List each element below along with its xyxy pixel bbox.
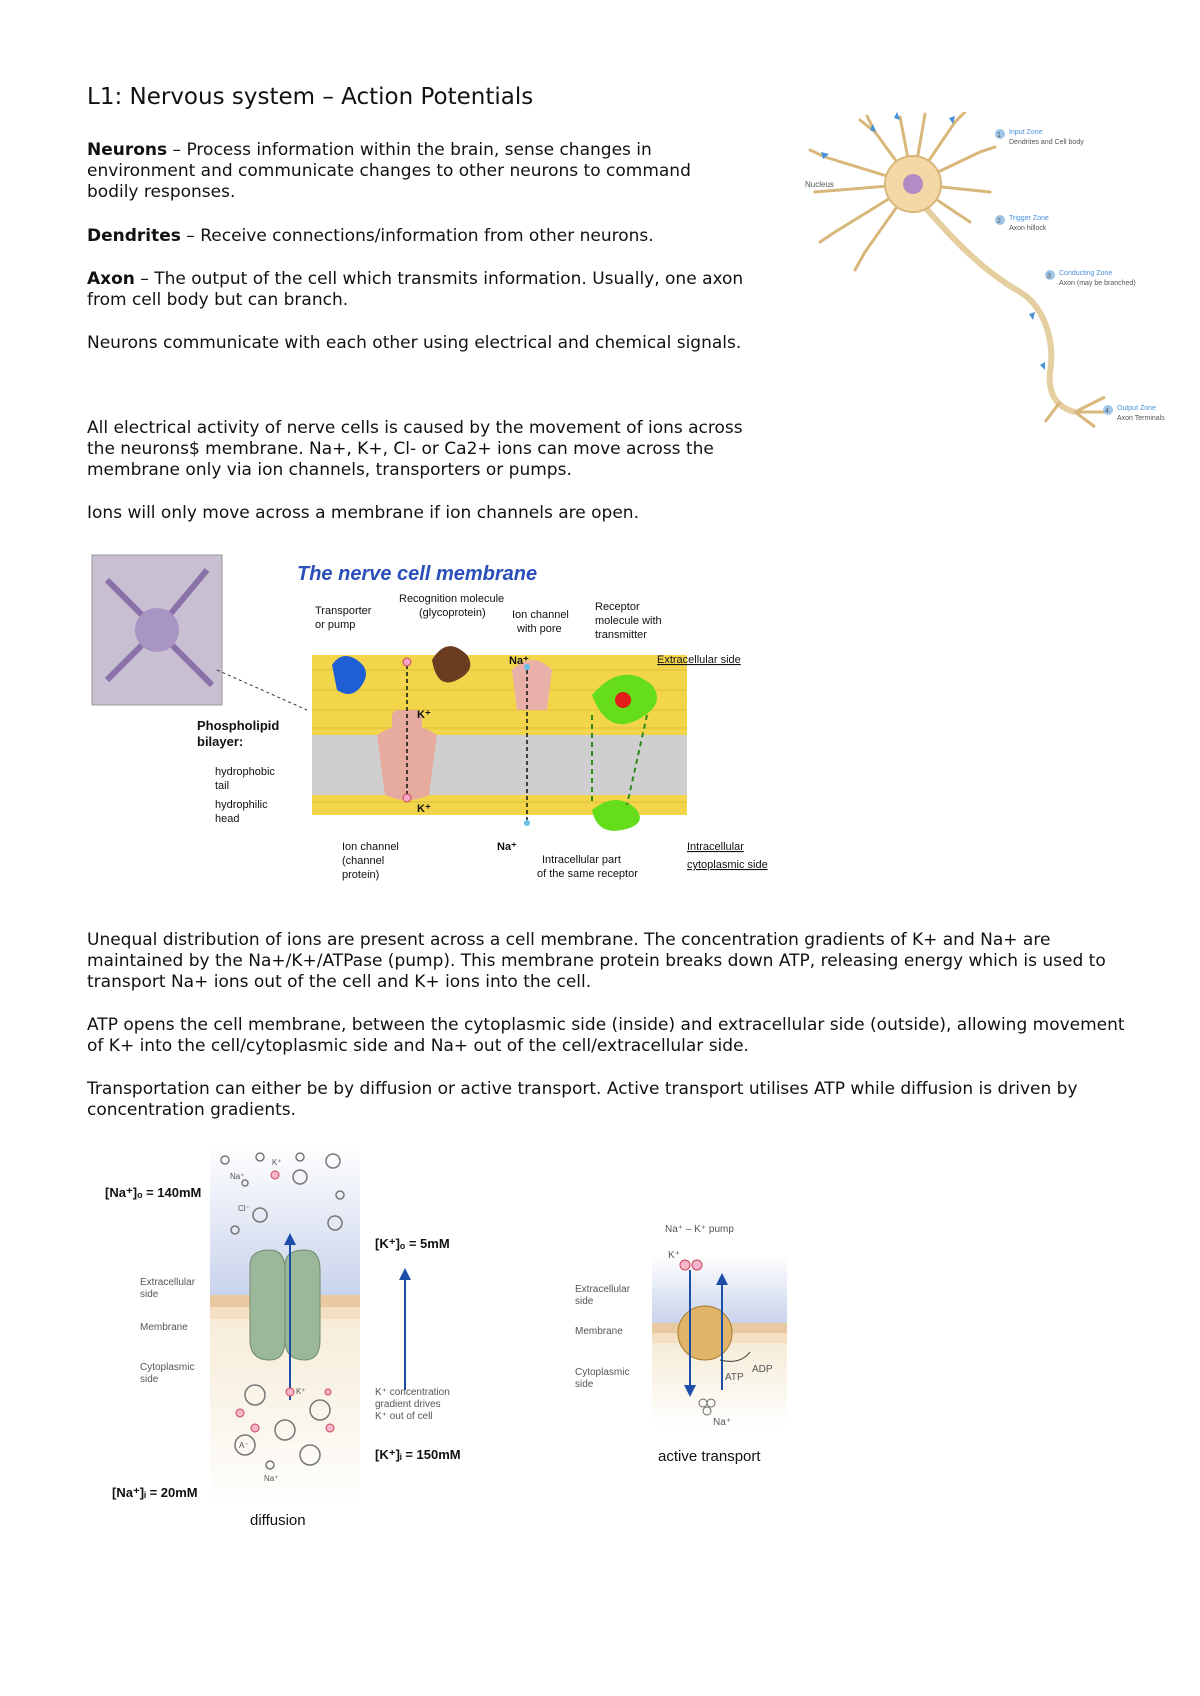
concentration-k-out: [K⁺]ₒ = 5mM <box>375 1236 450 1251</box>
label-intracellular-part-1: Intracellular part <box>542 854 621 866</box>
label-extracellular: Extracellular side <box>657 654 741 666</box>
neuron-nucleus-label: Nucleus <box>805 180 834 189</box>
paragraph-dendrites <box>87 226 747 247</box>
label-ion-channel-2: (channel <box>342 855 385 867</box>
diffusion-extracellular-1: Extracellular <box>140 1277 196 1288</box>
zone-conducting-name: Conducting Zone <box>1059 270 1113 277</box>
label-transporter-2: or pump <box>315 619 356 631</box>
zone-number: 3 <box>1047 273 1051 280</box>
label-phospholipid-2: bilayer: <box>197 734 244 749</box>
paragraph-transport: Transportation can either be by diffusion or active transport. Active transport utilises ATP while diffusion is driven by concentration gradients. <box>87 1079 1078 1120</box>
label-ion-channel-3: protein) <box>342 869 380 881</box>
active-adp: ADP <box>752 1364 773 1375</box>
gradient-note-1: K⁺ concentration <box>375 1387 450 1398</box>
active-atp: ATP <box>725 1372 744 1383</box>
label-na-bottom: Na⁺ <box>497 841 517 853</box>
active-membrane: Membrane <box>575 1326 623 1337</box>
label-receptor-1: Receptor <box>595 601 640 613</box>
zone-number: 4 <box>1105 408 1109 415</box>
label-intracellular-part-2: of the same receptor <box>537 868 638 880</box>
definition-axon: The output of the cell which transmits information. Usually, one axon from cell body but can branch. <box>87 269 744 310</box>
zone-trigger-sub: Axon hillock <box>1009 225 1047 232</box>
active-extracellular-1: Extracellular <box>575 1284 631 1295</box>
definition-dendrites: Receive connections/information from other neurons. <box>200 226 654 246</box>
label-ion-channel-pore-1: Ion channel <box>512 609 569 621</box>
label-phospholipid-1: Phospholipid <box>197 718 280 733</box>
paragraph-atp: ATP opens the cell membrane, between the cytoplasmic side (inside) and extracellular side (outside), allowing movement of K+ into the cell/cytoplasmic side and Na+ out of the cell/extracellular side. <box>87 1015 1125 1056</box>
active-cytoplasmic-1: Cytoplasmic <box>575 1367 630 1378</box>
diffusion-cytoplasmic-2: side <box>140 1374 159 1385</box>
diffusion-figure <box>100 1145 480 1535</box>
label-recognition-1: Recognition molecule <box>399 593 505 605</box>
definition-neurons: Process information within the brain, sense changes in environment and communicate changes to other neurons to command bodily responses. <box>87 140 691 202</box>
active-caption: active transport <box>658 1448 761 1465</box>
label-transporter-1: Transporter <box>315 605 372 617</box>
ion-na-outside: Na⁺ <box>230 1172 245 1181</box>
term-axon: Axon <box>87 269 135 289</box>
term-dendrites: Dendrites <box>87 226 181 246</box>
active-transport-figure <box>570 1220 810 1475</box>
concentration-k-in: [K⁺]ᵢ = 150mM <box>375 1447 461 1462</box>
concentration-na-out: [Na⁺]ₒ = 140mM <box>105 1185 202 1200</box>
page-title: L1: Nervous system – Action Potentials <box>87 84 534 110</box>
label-receptor-3: transmitter <box>595 629 647 641</box>
label-na-top: Na⁺ <box>509 655 529 667</box>
label-intracellular-1: Intracellular <box>687 841 744 853</box>
label-receptor-2: molecule with <box>595 615 662 627</box>
active-extracellular-2: side <box>575 1296 594 1307</box>
gradient-note-2: gradient drives <box>375 1399 441 1410</box>
active-k: K⁺ <box>668 1250 680 1261</box>
label-k-top: K⁺ <box>417 709 431 721</box>
gradient-note-3: K⁺ out of cell <box>375 1411 433 1422</box>
zone-trigger-name: Trigger Zone <box>1009 215 1049 222</box>
diffusion-caption: diffusion <box>250 1512 306 1529</box>
zone-number: 2 <box>997 218 1001 225</box>
paragraph-ions-move: Ions will only move across a membrane if ion channels are open. <box>87 503 639 523</box>
label-ion-channel-1: Ion channel <box>342 841 399 853</box>
membrane-figure <box>87 550 807 905</box>
zone-number: 1 <box>997 132 1001 139</box>
separator: – <box>134 269 155 289</box>
label-recognition-2: (glycoprotein) <box>419 607 486 619</box>
ion-k-outside: K⁺ <box>272 1158 282 1167</box>
separator: – <box>167 140 187 160</box>
ion-cl: Cl⁻ <box>238 1204 250 1213</box>
zone-input-name: Input Zone <box>1009 129 1043 136</box>
active-na: Na⁺ <box>713 1417 732 1428</box>
zone-conducting-sub: Axon (may be branched) <box>1059 280 1136 287</box>
zone-input-sub: Dendrites and Cell body <box>1009 139 1084 146</box>
label-hydrophilic-2: head <box>215 813 240 825</box>
active-cytoplasmic-2: side <box>575 1379 594 1390</box>
paragraph-unequal: Unequal distribution of ions are present across a cell membrane. The concentration gradients of K+ and Na+ are maintained by the Na+/K+/ATPase (pump). This membrane protein breaks down ATP, releasing energy which is used to transport Na+ ions out of the cell and K+ ions into the cell. <box>87 930 1106 992</box>
label-k-bottom: K⁺ <box>417 803 431 815</box>
ion-k-inside: K⁺ <box>296 1387 306 1396</box>
diffusion-membrane: Membrane <box>140 1322 188 1333</box>
label-hydrophobic-1: hydrophobic <box>215 766 275 778</box>
paragraph-axon <box>87 269 747 311</box>
neuron-figure <box>805 112 1175 432</box>
label-ion-channel-pore-2: with pore <box>517 623 562 635</box>
diffusion-cytoplasmic-1: Cytoplasmic <box>140 1362 195 1373</box>
term-neurons: Neurons <box>87 140 168 160</box>
paragraph-communicate: Neurons communicate with each other using electrical and chemical signals. <box>87 333 742 353</box>
ion-na-inside: Na⁺ <box>264 1474 279 1483</box>
zone-output-sub: Axon Terminals <box>1117 415 1165 422</box>
concentration-na-in: [Na⁺]ᵢ = 20mM <box>112 1485 198 1500</box>
paragraph-electrical: All electrical activity of nerve cells is caused by the movement of ions across the neurons$ membrane. Na+, K+, Cl- or Ca2+ ions can move across the membrane only via ion channels, transporters or pumps. <box>87 418 743 480</box>
membrane-title: The nerve cell membrane <box>297 563 538 585</box>
paragraph-neurons <box>87 140 747 203</box>
zone-output-name: Output Zone <box>1117 405 1156 412</box>
separator: – <box>180 226 201 246</box>
label-hydrophilic-1: hydrophilic <box>215 799 268 811</box>
label-intracellular-2: cytoplasmic side <box>687 859 768 871</box>
diffusion-extracellular-2: side <box>140 1289 159 1300</box>
pump-label: Na⁺ – K⁺ pump <box>665 1224 734 1235</box>
label-hydrophobic-2: tail <box>215 780 230 792</box>
ion-a: A⁻ <box>239 1441 249 1450</box>
